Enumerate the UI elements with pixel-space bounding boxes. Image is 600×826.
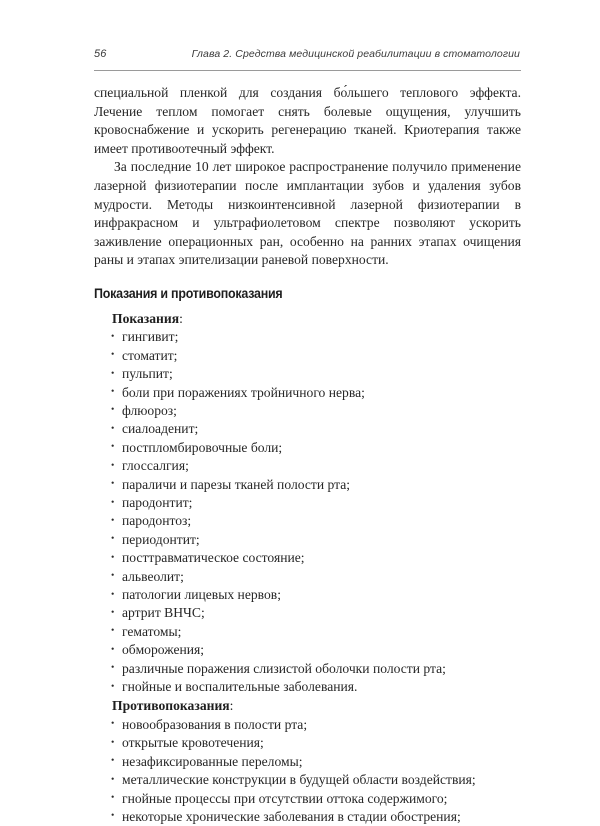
list-item: • сиалоаденит; (111, 420, 521, 438)
contraindications-label: Противопоказания (112, 698, 230, 714)
list-item: • альвеолит; (111, 568, 521, 586)
list-item: • посттравматическое состояние; (111, 549, 521, 567)
list-item: • гингивит; (111, 328, 521, 346)
list-item: • различные поражения слизистой оболочки полости рта; (111, 660, 521, 678)
chapter-title: Глава 2. Средства медицинской реабилитации в стоматологии (191, 48, 520, 60)
list-item: • гнойные процессы при отсутствии оттока содержимого; (111, 790, 521, 808)
list-item: • металлические конструкции в будущей области воздействия; (111, 771, 521, 789)
paragraph-continued: специальной пленкой для создания бо́льшего теплового эффекта. Лечение теплом помогает снять болевые ощущения, улучшить кровоснабжение и ускорить регенерацию тканей. Криотерапия также имеет противоотечный эффект. (94, 85, 521, 156)
contraindications-label-wrap (112, 697, 521, 715)
page-number: 56 (94, 48, 107, 60)
list-item: • периодонтит; (111, 531, 521, 549)
list-item: • патологии лицевых нервов; (111, 586, 521, 604)
indications-label-wrap (112, 310, 521, 328)
list-item: • артрит ВНЧС; (111, 604, 521, 622)
list-item: • гнойные и воспалительные заболевания. (111, 678, 521, 696)
list-item: • постпломбировочные боли; (111, 439, 521, 457)
list-item: • обморожения; (111, 641, 521, 659)
list-item: • гематомы; (111, 623, 521, 641)
list-item: • параличи и парезы тканей полости рта; (111, 476, 521, 494)
list-item: • незафиксированные переломы; (111, 753, 521, 771)
list-item: • пародонтоз; (111, 512, 521, 530)
running-head (94, 48, 520, 60)
indications-list (94, 328, 521, 696)
list-item: • боли при поражениях тройничного нерва; (111, 384, 521, 402)
indications-label: Показания (112, 310, 180, 326)
contraindications-colon: : (229, 698, 234, 714)
body-content (94, 84, 521, 826)
list-item: • открытые кровотечения; (111, 734, 521, 752)
section-heading-wrap (94, 285, 521, 303)
list-item: • пародонтит; (111, 494, 521, 512)
indications-colon: : (179, 310, 183, 326)
list-item: • глоссалгия; (111, 457, 521, 475)
list-item: • новообразования в полости рта; (111, 716, 521, 734)
list-item: • некоторые хронические заболевания в стадии обострения; (111, 808, 521, 826)
section-heading: Показания и противопоказания (94, 285, 283, 301)
list-item: • стоматит; (111, 347, 521, 365)
list-item: • пульпит; (111, 365, 521, 383)
header-divider (94, 70, 521, 71)
contraindications-list (94, 716, 521, 826)
list-item: • флюороз; (111, 402, 521, 420)
paragraph-laser-therapy: За последние 10 лет широкое распространение получило применение лазерной физиотерапии после имплантации зубов и удаления зубов мудрости. Методы низкоинтенсивной лазерной физиотерапии в инфракрасном и ультрафиолетовом спектре позволяют ускорить заживление операционных ран, особенно на ранних этапах очищения раны и этапах эпителизации раневой поверхности. (94, 159, 521, 268)
